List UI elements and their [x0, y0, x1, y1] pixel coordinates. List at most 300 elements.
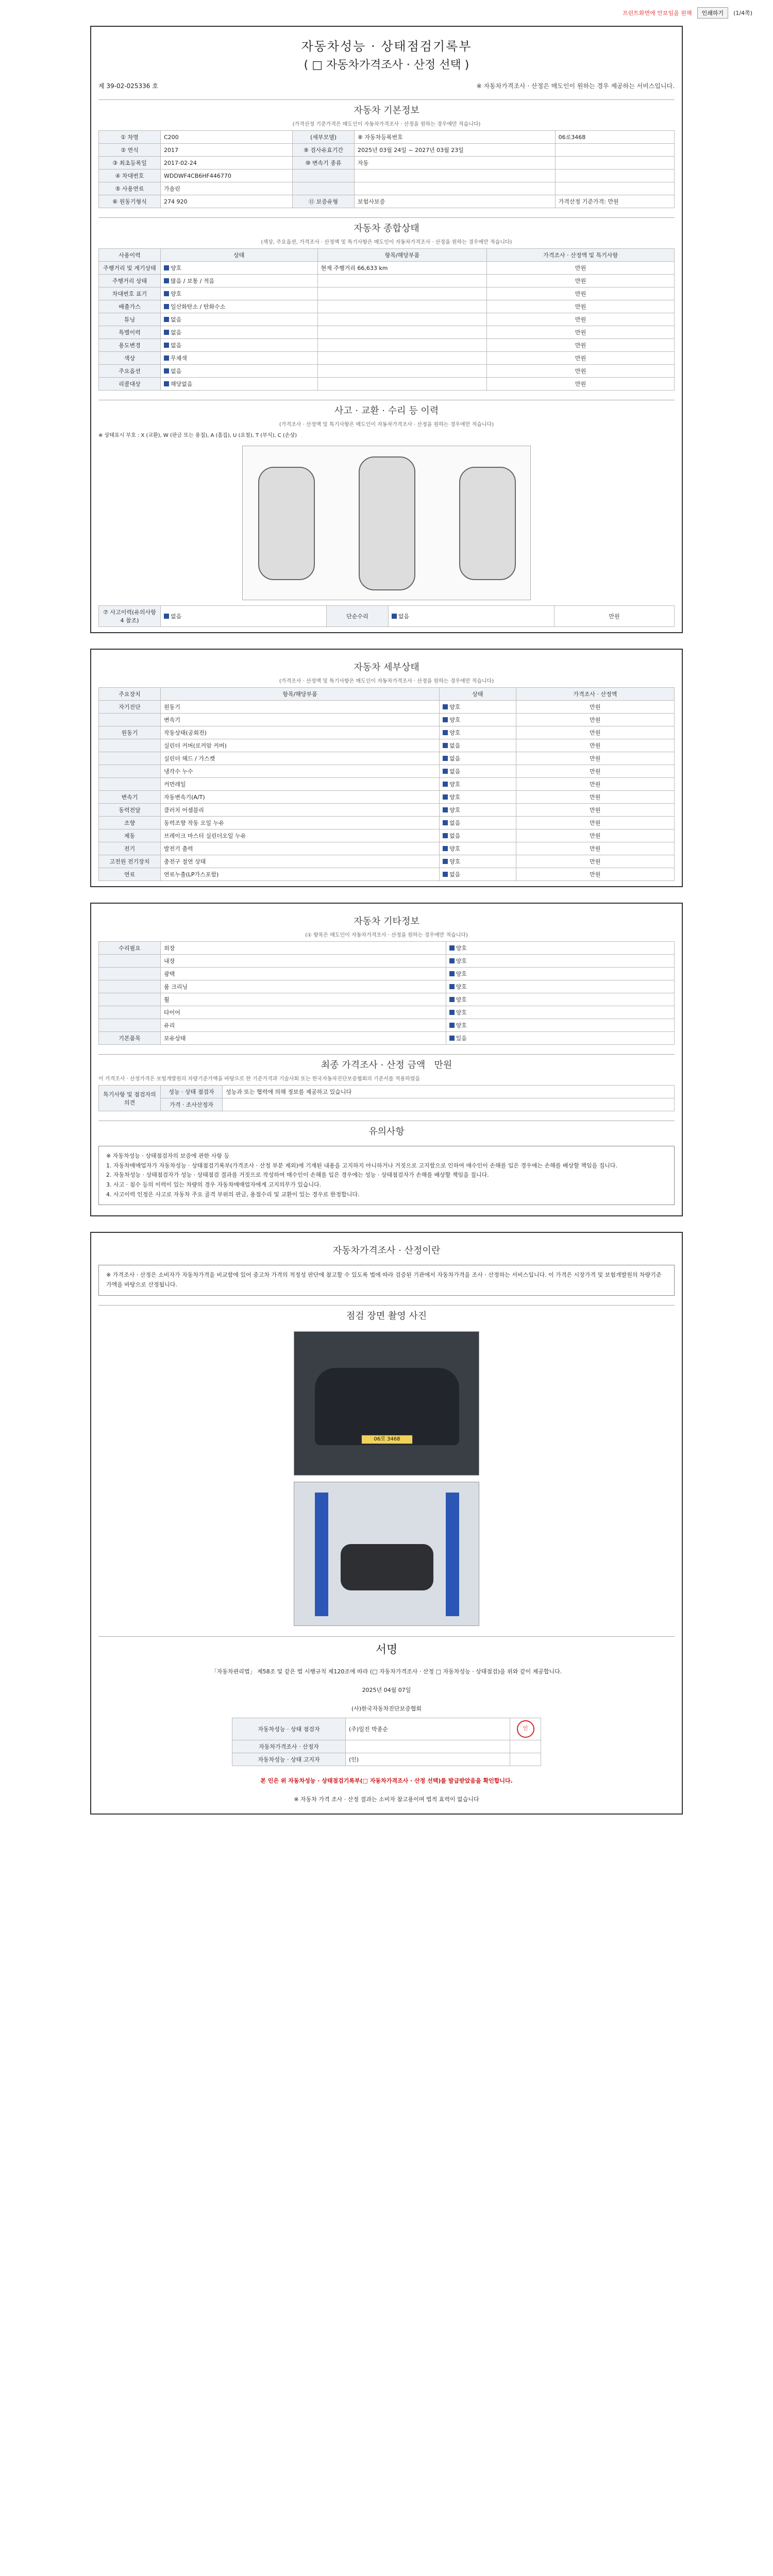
detail-item: 클러치 어셈블리 — [161, 804, 440, 817]
basic-cell — [555, 170, 674, 182]
detail-price: 만원 — [516, 701, 674, 714]
detail-main: 연료 — [99, 868, 161, 881]
overall-state-text: 많음 / 보통 / 적음 — [171, 278, 215, 284]
other-state-checkbox[interactable] — [449, 971, 455, 976]
overall-state — [161, 313, 318, 326]
detail-state-checkbox[interactable] — [443, 794, 448, 800]
detail-state — [440, 817, 516, 829]
basic-cell — [293, 182, 355, 195]
other-state-checkbox[interactable] — [449, 958, 455, 963]
detail-state-checkbox[interactable] — [443, 859, 448, 864]
detail-main: 동력전달 — [99, 804, 161, 817]
other-state-text: 양호 — [456, 984, 467, 990]
other-head: 자동차 기타정보 — [354, 916, 419, 927]
overall-state-checkbox[interactable] — [164, 278, 169, 283]
overall-state-checkbox[interactable] — [164, 330, 169, 335]
price-role: 가격 · 조사산정자 — [161, 1098, 223, 1111]
basic-cell: 2017-02-24 — [161, 157, 293, 170]
other-main — [99, 968, 161, 980]
detail-row — [99, 842, 675, 855]
doc-meta — [98, 81, 675, 90]
overall-col-state: 상태 — [161, 249, 318, 262]
basic-cell: C200 — [161, 131, 293, 144]
detail-main — [99, 739, 161, 752]
detail-row — [99, 752, 675, 765]
detail-item: 냉각수 누수 — [161, 765, 440, 778]
overall-detail — [317, 300, 487, 313]
basic-cell: ⑥ 원동기형식 — [99, 195, 161, 208]
detail-main: 조향 — [99, 817, 161, 829]
detail-item: 실린더 커버(로커암 커버) — [161, 739, 440, 752]
detail-main: 원동기 — [99, 726, 161, 739]
overall-state-checkbox[interactable] — [164, 291, 169, 296]
car-on-lift — [341, 1544, 433, 1590]
detail-state-checkbox[interactable] — [443, 704, 448, 709]
overall-state-checkbox[interactable] — [164, 317, 169, 322]
detail-state — [440, 791, 516, 804]
detail-state-checkbox[interactable] — [443, 872, 448, 877]
guide-text: ※ 가격조사 · 산정은 소비자가 자동차가격을 비교함에 있어 중고차 가격의 적정성 판단에 참고할 수 있도록 법에 따라 검증된 기관에서 자동차가격을 조사 · 산정하는 서비스입니다. 이 가격은 시장가격 및 보험개발원의 차량기준가액을 바탕으로 산정됩니다. — [98, 1265, 675, 1295]
overall-item: 차대번호 표기 — [99, 287, 161, 300]
detail-price: 만원 — [516, 778, 674, 791]
overall-col-item: 사용이력 — [99, 249, 161, 262]
detail-state — [440, 804, 516, 817]
overall-item: 배출가스 — [99, 300, 161, 313]
overall-state-checkbox[interactable] — [164, 343, 169, 348]
basic-head: 자동차 기본정보 — [98, 99, 675, 120]
overall-head: 자동차 종합상태 — [98, 217, 675, 238]
basic-cell: ⑨ 검사유효기간 — [293, 144, 355, 157]
other-row — [99, 1006, 675, 1019]
overall-state-text: 없음 — [171, 316, 182, 323]
overall-price: 만원 — [487, 326, 675, 339]
detail-state-checkbox[interactable] — [443, 743, 448, 748]
detail-item: 브레이크 마스터 실린더오일 누유 — [161, 829, 440, 842]
overall-row — [99, 275, 675, 287]
signature-bottom: ※ 자동차 가격 조사 · 산정 결과는 소비자 참고용이며 법적 효력이 없습니다 — [294, 1795, 479, 1803]
overall-row — [99, 378, 675, 391]
notes-head: 유의사항 — [98, 1121, 675, 1141]
detail-state — [440, 701, 516, 714]
overall-state — [161, 378, 318, 391]
other-item: 내장 — [161, 955, 446, 968]
overall-state-text: 없음 — [171, 368, 182, 375]
inspector-stamp-cell — [510, 1718, 541, 1740]
detail-state-text: 없음 — [449, 871, 461, 878]
basic-cell: 2017 — [161, 144, 293, 157]
detail-row — [99, 739, 675, 752]
detail-row — [99, 817, 675, 829]
seller-stamp-cell — [510, 1753, 541, 1766]
basic-cell: 보험사보증 — [355, 195, 556, 208]
overall-state-checkbox[interactable] — [164, 265, 169, 270]
overall-detail — [317, 378, 487, 391]
note-item: 1. 자동차매매업자가 자동차성능 · 상태점검기록부(가격조사 · 산정 부분 제외)에 기재된 내용을 고지하지 아니하거나 거짓으로 고지함으로 인하여 매수인이 손해를 입은 경우에는 손해를 배상할 책임을 집니다. — [106, 1162, 617, 1169]
overall-state-checkbox[interactable] — [164, 304, 169, 309]
signature-footer-text: 본 인은 위 자동차성능 · 상태점검기록부(□ 자동차가격조사 · 산정 선택)를 발급받았음을 확인합니다. — [260, 1777, 513, 1784]
detail-price: 만원 — [516, 868, 674, 881]
overall-item: 특별이력 — [99, 326, 161, 339]
basic-cell: (세부모델) — [293, 131, 355, 144]
overall-price: 만원 — [487, 339, 675, 352]
detail-price: 만원 — [516, 739, 674, 752]
other-state — [446, 968, 674, 980]
basic-cell — [355, 182, 556, 195]
accident-legend: ※ 상태표시 부호 : X (교환), W (판금 또는 용접), A (흠집), U (요철), T (부식), C (손상) — [98, 433, 297, 438]
overall-state — [161, 262, 318, 275]
basic-row — [99, 144, 675, 157]
accident-table — [98, 605, 675, 627]
front-photo — [294, 1331, 479, 1476]
overall-row — [99, 287, 675, 300]
basic-table — [98, 130, 675, 208]
basic-row — [99, 157, 675, 170]
overall-detail — [317, 352, 487, 365]
other-main: 기본품목 — [99, 1032, 161, 1045]
detail-main: 전기 — [99, 842, 161, 855]
special-role: 성능 · 상태 점검자 — [161, 1086, 223, 1098]
detail-main — [99, 752, 161, 765]
detail-item: 실린더 헤드 / 가스켓 — [161, 752, 440, 765]
detail-state — [440, 855, 516, 868]
overall-detail: 현재 주행거리 66,633 km — [317, 262, 487, 275]
doc-number-label: 제 — [98, 82, 105, 90]
overall-state — [161, 352, 318, 365]
overall-state-text: 해당없음 — [171, 381, 193, 387]
overall-state — [161, 275, 318, 287]
other-state-text: 양호 — [456, 1022, 467, 1029]
detail-price: 만원 — [516, 842, 674, 855]
overall-state-text: 없음 — [171, 329, 182, 336]
other-row — [99, 993, 675, 1006]
final-table — [98, 1085, 675, 1111]
detail-state-text: 없음 — [449, 833, 461, 839]
final-head — [98, 1054, 675, 1074]
other-state-text: 양호 — [456, 971, 467, 977]
detail-price: 만원 — [516, 726, 674, 739]
print-button[interactable]: 인쇄하기 — [697, 7, 729, 19]
other-state-checkbox[interactable] — [449, 997, 455, 1002]
overall-row — [99, 326, 675, 339]
overall-state — [161, 365, 318, 378]
overall-state-text: 무채색 — [171, 355, 187, 362]
overall-price: 만원 — [487, 275, 675, 287]
special-label: 특기사항 및 점검자의 의견 — [99, 1086, 161, 1111]
seller-label: 자동차성능 · 상태 고지자 — [232, 1753, 346, 1766]
overall-state — [161, 339, 318, 352]
accident-history-value — [161, 606, 327, 627]
doc-number — [98, 81, 158, 90]
overall-row — [99, 352, 675, 365]
basic-cell: ⑩ 변속기 종류 — [293, 157, 355, 170]
page-2 — [90, 649, 683, 887]
detail-state-checkbox[interactable] — [443, 769, 448, 774]
detail-price: 만원 — [516, 829, 674, 842]
guide-head: 자동차가격조사 · 산정이란 — [332, 1245, 441, 1257]
signature-table — [232, 1718, 541, 1766]
detail-state-checkbox[interactable] — [443, 807, 448, 812]
accident-sub: (가격조사 · 산정액 및 특기사항은 매도인이 자동차가격조사 · 산정을 원하는 경우에만 적습니다) — [279, 422, 494, 428]
detail-state-text: 양호 — [449, 717, 461, 723]
detail-item: 동력조향 작동 오일 누유 — [161, 817, 440, 829]
other-main — [99, 1019, 161, 1032]
basic-cell: 가격산정 기준가격: 만원 — [555, 195, 674, 208]
basic-cell — [355, 170, 556, 182]
detail-state-text: 없음 — [449, 768, 461, 775]
detail-row — [99, 791, 675, 804]
other-state-checkbox[interactable] — [449, 1010, 455, 1015]
overall-price: 만원 — [487, 313, 675, 326]
signature-text: 「자동차관리법」 제58조 및 같은 법 시행규칙 제120조에 따라 (□ 자동차가격조사 · 산정 □ 자동차성능 · 상태점검)을 위와 같이 제공합니다. — [211, 1668, 562, 1675]
detail-row — [99, 778, 675, 791]
detail-state-checkbox[interactable] — [443, 756, 448, 761]
detail-main: 제동 — [99, 829, 161, 842]
detail-state — [440, 752, 516, 765]
price-role-value — [223, 1098, 675, 1111]
other-state — [446, 993, 674, 1006]
other-state — [446, 980, 674, 993]
photos-head: 점검 장면 촬영 사진 — [98, 1305, 675, 1325]
signature-date: 2025년 04월 07일 — [362, 1686, 411, 1693]
signature-org: (사)한국자동차진단보증협회 — [351, 1705, 422, 1712]
overall-detail — [317, 287, 487, 300]
basic-cell: 274 920 — [161, 195, 293, 208]
overall-state-text: 양호 — [171, 265, 182, 272]
detail-state-text: 양호 — [449, 858, 461, 865]
other-item: 광택 — [161, 968, 446, 980]
detail-state-text: 양호 — [449, 794, 461, 801]
final-head-text: 최종 가격조사 · 산정 금액 — [321, 1060, 426, 1071]
print-notice: 프린트화면에 안보임을 원해 — [623, 10, 692, 16]
other-state-text: 양호 — [456, 945, 467, 952]
repair-label: 단순수리 — [326, 606, 388, 627]
doc-number-value: 39-02-025336 — [106, 82, 150, 90]
detail-main: 고전원 전기장치 — [99, 855, 161, 868]
notes-box — [98, 1146, 675, 1205]
detail-row — [99, 868, 675, 881]
basic-cell: ⑤ 사용연료 — [99, 182, 161, 195]
special-text: 성능과 또는 협력에 의해 정보를 제공하고 있습니다 — [223, 1086, 675, 1098]
other-row — [99, 942, 675, 955]
detail-row — [99, 726, 675, 739]
other-item: 외장 — [161, 942, 446, 955]
detail-item: 변속기 — [161, 714, 440, 726]
other-main — [99, 993, 161, 1006]
detail-state-checkbox[interactable] — [443, 820, 448, 825]
basic-cell — [555, 182, 674, 195]
detail-state-text: 양호 — [449, 730, 461, 736]
other-main: 수리필요 — [99, 942, 161, 955]
other-row — [99, 980, 675, 993]
detail-state-text: 양호 — [449, 781, 461, 788]
detail-main — [99, 714, 161, 726]
car-right-view — [459, 467, 516, 580]
detail-col-item: 항목/해당부품 — [161, 688, 440, 701]
final-note: 이 가격조사 · 산정가격은 보험개발원의 차량기준가액을 바탕으로 한 기준가격과 기술사회 또는 한국자동차진단보증협회의 기준서를 적용하였음 — [98, 1076, 421, 1082]
seller-value: (인) — [346, 1753, 510, 1766]
other-state-checkbox[interactable] — [449, 945, 455, 951]
overall-item: 리콜대상 — [99, 378, 161, 391]
page-indicator: (1/4쪽) — [733, 10, 752, 16]
overall-state — [161, 326, 318, 339]
overall-item: 색상 — [99, 352, 161, 365]
overall-state-text: 양호 — [171, 291, 182, 297]
overall-detail — [317, 313, 487, 326]
detail-item: 충전구 절연 상태 — [161, 855, 440, 868]
accident-history-text: 없음 — [171, 613, 182, 620]
accident-head: 사고 · 교환 · 수리 등 이력 — [98, 400, 675, 420]
repair-text: 없음 — [398, 613, 410, 620]
overall-detail — [317, 326, 487, 339]
overall-state-checkbox[interactable] — [164, 381, 169, 386]
note-item: 2. 자동차성능 · 상태점검자가 성능 · 상태점검 결과를 거짓으로 작성하여 매수인이 손해를 입은 경우에는 성능 · 상태점검자가 손해를 배상할 책임을 집니다. — [106, 1172, 489, 1179]
overall-detail — [317, 275, 487, 287]
other-state-checkbox[interactable] — [449, 1036, 455, 1041]
detail-state-checkbox[interactable] — [443, 782, 448, 787]
basic-cell: ① 차명 — [99, 131, 161, 144]
page-1 — [90, 26, 683, 633]
accident-history-checkbox[interactable] — [164, 614, 169, 619]
other-main — [99, 955, 161, 968]
detail-row — [99, 829, 675, 842]
detail-state-checkbox[interactable] — [443, 833, 448, 838]
overall-detail — [317, 365, 487, 378]
lift-post-left — [315, 1493, 328, 1616]
detail-state-text: 없음 — [449, 820, 461, 826]
detail-state-checkbox[interactable] — [443, 846, 448, 851]
car-diagram-box — [242, 446, 531, 600]
other-state-checkbox[interactable] — [449, 1023, 455, 1028]
detail-price: 만원 — [516, 752, 674, 765]
detail-price: 만원 — [516, 817, 674, 829]
other-state — [446, 955, 674, 968]
license-plate: 06로 3468 — [361, 1435, 413, 1444]
basic-cell: ⑧ 자동차등록번호 — [355, 131, 556, 144]
detail-col-price: 가격조사 · 산정액 — [516, 688, 674, 701]
other-state — [446, 942, 674, 955]
doc-title: 자동차성능 · 상태점검기록부 — [301, 39, 472, 54]
other-main — [99, 1006, 161, 1019]
other-item: 룸 크리닝 — [161, 980, 446, 993]
detail-state — [440, 842, 516, 855]
other-state — [446, 1032, 674, 1045]
detail-item: 원동기 — [161, 701, 440, 714]
overall-price: 만원 — [487, 287, 675, 300]
basic-cell — [555, 157, 674, 170]
lift-post-right — [446, 1493, 459, 1616]
basic-cell — [293, 170, 355, 182]
inspector-label: 자동차성능 · 상태 점검자 — [232, 1718, 346, 1740]
overall-row — [99, 262, 675, 275]
overall-state-checkbox[interactable] — [164, 368, 169, 374]
basic-cell — [555, 144, 674, 157]
detail-price: 만원 — [516, 765, 674, 778]
overall-state — [161, 300, 318, 313]
overall-price: 만원 — [487, 378, 675, 391]
overall-state-text: 없음 — [171, 342, 182, 349]
car-left-view — [258, 467, 315, 580]
basic-row — [99, 131, 675, 144]
note-item: 3. 사고 · 침수 등의 이력이 있는 차량의 경우 자동차매매업자에게 고지의무가 있습니다. — [106, 1181, 322, 1189]
detail-state-text: 없음 — [449, 742, 461, 749]
overall-row — [99, 339, 675, 352]
other-table — [98, 941, 675, 1045]
other-state — [446, 1006, 674, 1019]
overall-item: 튜닝 — [99, 313, 161, 326]
detail-main — [99, 765, 161, 778]
car-top-view — [359, 456, 415, 590]
detail-main: 자기진단 — [99, 701, 161, 714]
other-main — [99, 980, 161, 993]
accident-history-label: ⑦ 사고이력(유의사항 4 참조) — [99, 606, 161, 627]
repair-value — [388, 606, 554, 627]
detail-state — [440, 714, 516, 726]
overall-row — [99, 313, 675, 326]
basic-row — [99, 170, 675, 182]
overall-row — [99, 300, 675, 313]
detail-state — [440, 778, 516, 791]
doc-note: ※ 자동차가격조사 · 산정은 매도인이 원하는 경우 제공하는 서비스입니다. — [476, 82, 675, 90]
inspector-name: (주)일진 박종순 — [346, 1718, 510, 1740]
doc-subtitle: ( □ 자동차가격조사 · 산정 선택 ) — [304, 59, 469, 72]
page-3 — [90, 903, 683, 1216]
detail-row — [99, 804, 675, 817]
basic-cell: ③ 최초등록일 — [99, 157, 161, 170]
detail-state-checkbox[interactable] — [443, 717, 448, 722]
other-state-text: 양호 — [456, 958, 467, 964]
detail-price: 만원 — [516, 791, 674, 804]
other-item: 유리 — [161, 1019, 446, 1032]
basic-cell: 06로3468 — [555, 131, 674, 144]
lift-photo — [294, 1482, 479, 1626]
detail-sub: (가격조사 · 산정액 및 특기사항은 매도인이 자동차가격조사 · 산정을 원하는 경우에만 적습니다) — [279, 679, 494, 684]
overall-state-checkbox[interactable] — [164, 355, 169, 361]
overall-detail — [317, 339, 487, 352]
top-toolbar — [0, 0, 773, 26]
overall-table — [98, 248, 675, 391]
other-row — [99, 1032, 675, 1045]
detail-main: 변속기 — [99, 791, 161, 804]
overall-item: 주행거리 및 계기상태 — [99, 262, 161, 275]
other-state-checkbox[interactable] — [449, 984, 455, 989]
detail-item: 연료누출(LP가스포함) — [161, 868, 440, 881]
overall-row — [99, 365, 675, 378]
detail-state-checkbox[interactable] — [443, 730, 448, 735]
price-label: 자동차가격조사 · 산정자 — [232, 1740, 346, 1753]
overall-item: 용도변경 — [99, 339, 161, 352]
detail-row — [99, 855, 675, 868]
basic-cell: 2025년 03월 24일 ~ 2027년 03월 23일 — [355, 144, 556, 157]
price-stamp-cell — [510, 1740, 541, 1753]
detail-state — [440, 868, 516, 881]
overall-state-text: 일산화탄소 / 탄화수소 — [171, 303, 226, 310]
basic-cell: ④ 차대번호 — [99, 170, 161, 182]
detail-price: 만원 — [516, 855, 674, 868]
detail-item: 발전기 출력 — [161, 842, 440, 855]
basic-row — [99, 182, 675, 195]
other-sub: (① 항목은 매도인이 자동차가격조사 · 산정을 원하는 경우에만 적습니다) — [305, 933, 468, 938]
detail-table — [98, 687, 675, 881]
other-item: 휠 — [161, 993, 446, 1006]
detail-col-state: 상태 — [440, 688, 516, 701]
repair-checkbox[interactable] — [392, 614, 397, 619]
signature-head: 서명 — [98, 1636, 675, 1657]
detail-head: 자동차 세부상태 — [354, 662, 419, 673]
detail-state-text: 양호 — [449, 704, 461, 710]
note-item: ※ 자동차성능 · 상태점검자의 보증에 관한 사항 등 — [106, 1153, 230, 1159]
detail-state-text: 양호 — [449, 807, 461, 814]
other-state-text: 양호 — [456, 1009, 467, 1016]
